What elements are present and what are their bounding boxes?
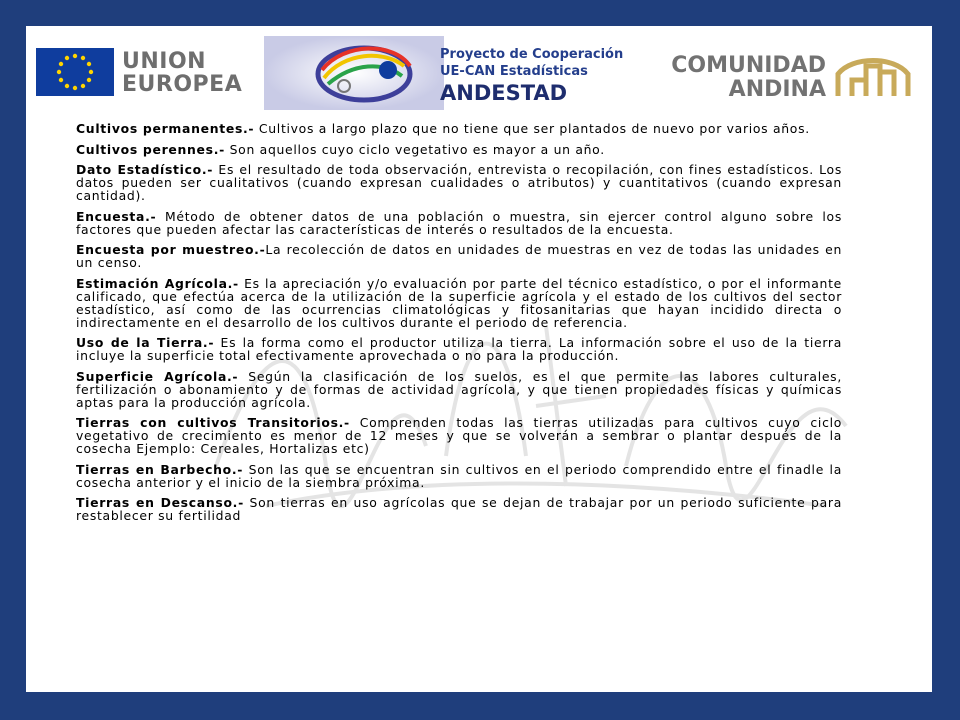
project-line3: ANDESTAD: [440, 81, 568, 105]
slide: [26, 26, 932, 692]
entry-term: Cultivos permanentes.-: [76, 121, 255, 136]
entry-definition: Es la forma como el productor utiliza la tierra. La información sobre el uso de la tierra incluye la superficie total efectivamente aprovechada o no para la producción.: [76, 335, 842, 363]
entry-term: Dato Estadístico.-: [76, 162, 214, 177]
glossary-entry: [76, 210, 842, 236]
entry-definition: Cultivos a largo plazo que no tiene que ser plantados de nuevo por varios años.: [254, 121, 810, 136]
union-europea-text: [122, 50, 242, 96]
glossary-entry: [76, 243, 842, 269]
entry-definition: Según la clasificación de los suelos, es el que permite las labores culturales, fertilización o abonamiento y de formas de actividad agrícola, y que tienen propiedades físicas y químicas aptas para la producción agrícola.: [76, 368, 842, 410]
can-text-line2: ANDINA: [728, 77, 826, 102]
eu-text-line1: UNION: [122, 49, 207, 74]
glossary-entry: [76, 416, 842, 455]
entry-definition: Es la apreciación y/o evaluación por parte del técnico estadístico, o por el informante calificado, que efectúa acerca de la utilización de la superficie agrícola y el estado de los cultivos del sector estadístico, así como de las ocurrencias climatológicas y fitosanitarias que hayan incidido directa o indirectamente en el desarrollo de los cultivos durante el periodo de referencia.: [76, 275, 842, 330]
glossary-entry: [76, 370, 842, 409]
entry-definition: Son aquellos cuyo ciclo vegetativo es mayor a un año.: [224, 141, 605, 157]
entry-definition: Método de obtener datos de una población o muestra, sin ejercer control alguno sobre los factores que pueden afectar las características de interés o resultados de la encuesta.: [76, 208, 842, 237]
project-title: [440, 46, 623, 106]
entry-term: Tierras en Barbecho.-: [76, 461, 244, 477]
glossary-entry: [76, 496, 842, 522]
entry-term: Superficie Agrícola.-: [76, 368, 239, 384]
glossary-entry: [76, 122, 842, 135]
entry-definition: Son las que se encuentran sin cultivos en el periodo comprendido entre el finadle la cosecha anterior y el inicio de la siembra próxima.: [76, 461, 842, 490]
entry-term: Tierras en Descanso.-: [76, 495, 244, 510]
entry-definition: Comprenden todas las tierras utilizadas para cultivos cuyo ciclo vegetativo de crecimiento es menor de 12 meses y que se volverán a sembrar o plantar después de la cosecha Ejemplo: Cereales, Hortalizas etc): [76, 415, 842, 456]
entry-term: Cultivos perennes.-: [76, 141, 225, 157]
glossary-entry: [76, 336, 842, 362]
project-line2: UE-CAN Estadísticas: [440, 64, 588, 79]
glossary-entry: [76, 463, 842, 489]
can-text-line1: COMUNIDAD: [671, 53, 826, 78]
entry-term: Encuesta por muestreo.-: [76, 242, 266, 257]
eu-flag-icon: [36, 48, 114, 96]
glossary-entry: [76, 277, 842, 329]
entry-definition: Son tierras en uso agrícolas que se dejan de trabajar por un periodo suficiente para restablecer su fertilidad: [76, 495, 842, 523]
entry-term: Encuesta.-: [76, 208, 157, 224]
glossary-content: [76, 122, 842, 530]
andestad-logo-icon: [264, 36, 444, 110]
project-line1: Proyecto de Cooperación: [440, 47, 624, 62]
entry-definition: La recolección de datos en unidades de muestras en vez de todas las unidades en un censo.: [76, 242, 842, 270]
eu-text-line2: EUROPEA: [122, 72, 243, 97]
entry-term: Tierras con cultivos Transitorios.-: [76, 415, 350, 430]
comunidad-andina-logo-icon: [832, 50, 914, 98]
glossary-entry: [76, 163, 842, 202]
entry-term: Uso de la Tierra.-: [76, 335, 215, 350]
entry-term: Estimación Agrícola.-: [76, 275, 239, 291]
entry-definition: Es el resultado de toda observación, entrevista o recopilación, con fines estadísticos. Los datos pueden ser cualitativos (cuando expresan cualidades o atributos) y cuantitativos (cuando expresan cantidad).: [76, 162, 842, 203]
header: [26, 26, 932, 118]
glossary-entry: [76, 143, 842, 156]
comunidad-andina-text: [664, 54, 826, 102]
